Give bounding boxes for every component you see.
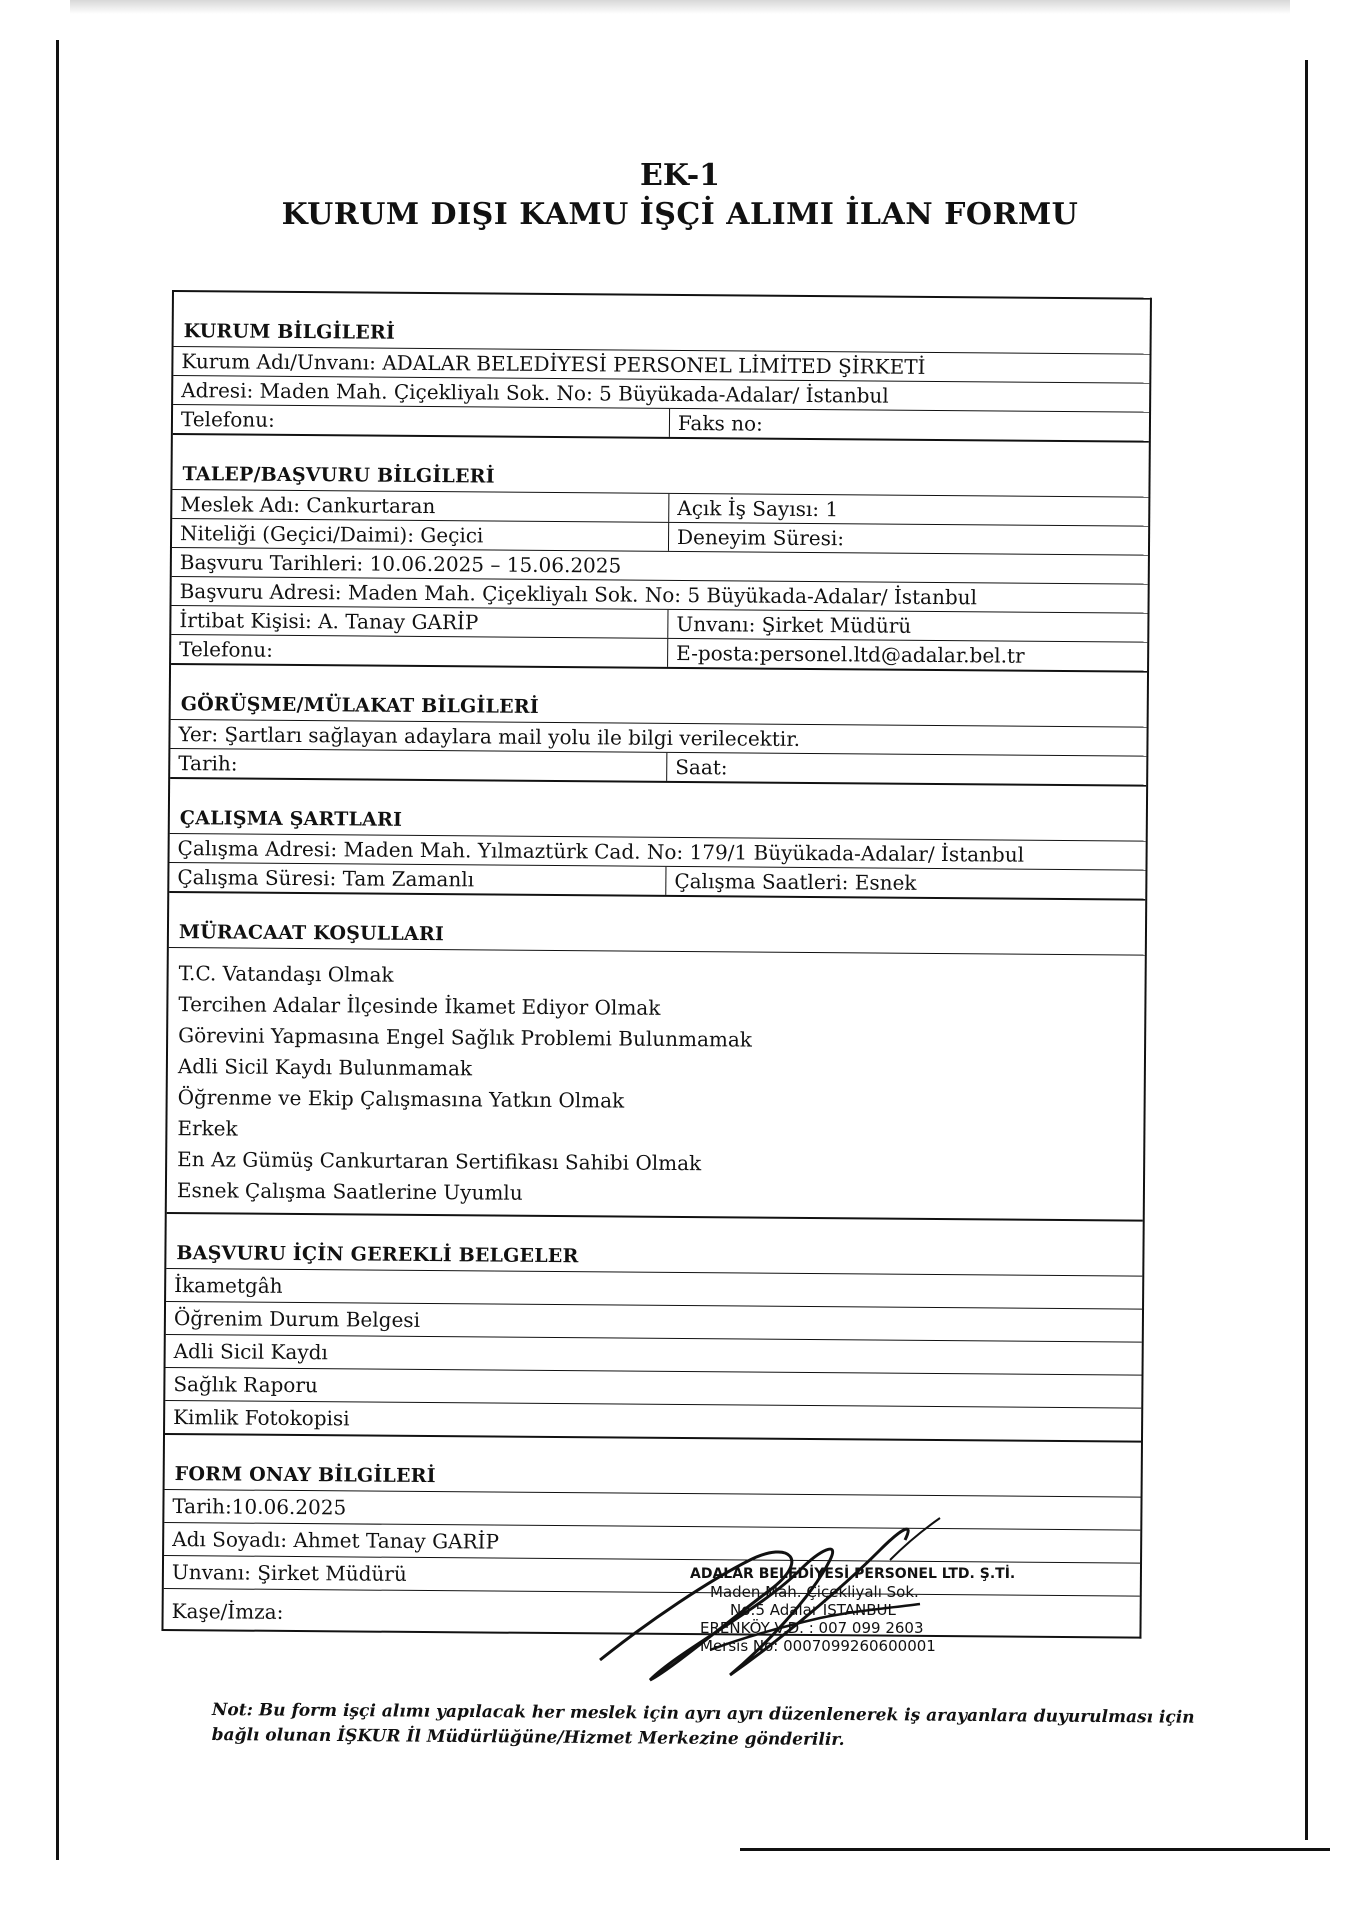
talep-open-jobs: Açık İş Sayısı: 1	[677, 495, 839, 522]
document-item: Adli Sicil Kaydı	[173, 1339, 328, 1365]
talep-title: Unvanı: Şirket Müdürü	[676, 611, 912, 638]
section-title-gorusme: GÖRÜŞME/MÜLAKAT BİLGİLERİ	[171, 663, 1147, 727]
document-title: KURUM DIŞI KAMU İŞÇİ ALIMI İLAN FORMU	[281, 197, 1079, 232]
kurum-phone: Telefonu:	[173, 405, 670, 437]
section-title-talep: TALEP/BAŞVURU BİLGİLERİ	[172, 433, 1148, 497]
document-item: Sağlık Raporu	[173, 1372, 318, 1398]
stamp-line: No:5 Adalar İSTANBUL	[730, 1601, 896, 1619]
document-item: İkametgâh	[174, 1273, 283, 1298]
talep-email: E-posta:personel.ltd@adalar.bel.tr	[676, 640, 1025, 668]
requirement-item: Adli Sicil Kaydı Bulunmamak	[177, 1054, 473, 1081]
requirements-list	[167, 947, 1145, 1220]
handwritten-signature	[560, 1500, 1020, 1700]
gorusme-place: Yer: Şartları sağlayan adaylara mail yolu ile bilgi verilecektir.	[178, 722, 801, 751]
document-item: Kimlik Fotokopisi	[173, 1405, 350, 1431]
onay-title: Unvanı: Şirket Müdürü	[171, 1560, 407, 1586]
talep-contact: İrtibat Kişisi: A. Tanay GARİP	[171, 606, 668, 638]
calisma-address: Çalışma Adresi: Maden Mah. Yılmaztürk Cad. No: 179/1 Büyükada-Adalar/ İstanbul	[177, 836, 1025, 867]
talep-type: Niteliği (Geçici/Daimi): Geçici	[172, 519, 669, 551]
talep-experience: Deneyim Süresi:	[676, 524, 845, 551]
kurum-name: Kurum Adı/Unvanı: ADALAR BELEDİYESİ PERSONEL LİMİTED ŞİRKETİ	[181, 349, 926, 379]
document-item: Öğrenim Durum Belgesi	[173, 1306, 421, 1332]
calisma-duration: Çalışma Süresi: Tam Zamanlı	[169, 863, 666, 895]
note-label: Not:	[211, 1699, 253, 1721]
section-title-kurum: KURUM BİLGİLERİ	[174, 290, 1150, 354]
stamp-line: ERENKÖY V.D. : 007 099 2603	[700, 1619, 924, 1637]
section-title-onay: FORM ONAY BİLGİLERİ	[165, 1433, 1141, 1497]
note-text: Bu form işçi alımı yapılacak her meslek için ayrı ayrı düzenlenerek iş arayanlara duyurulması için bağlı olunan İŞKUR İl Müdürlüğüne/Hizmet Merkezine gönderilir.	[211, 1700, 1195, 1750]
onay-date: Tarih:10.06.2025	[172, 1494, 347, 1520]
stamp-line: ADALAR BELEDİYESİ PERSONEL LTD. Ş.Tİ.	[690, 1566, 1016, 1582]
document-code: EK-1	[639, 158, 721, 193]
kurum-address: Adresi: Maden Mah. Çiçekliyalı Sok. No: 5 Büyükada-Adalar/ İstanbul	[181, 378, 889, 408]
section-title-muracaat: MÜRACAAT KOŞULLARI	[169, 891, 1145, 955]
stamp-line: Maden Mah. Çiçekliyalı Sok.	[710, 1583, 919, 1601]
onay-stamp-label: Kaşe/İmza:	[171, 1599, 284, 1624]
onay-name: Adı Soyadı: Ahmet Tanay GARİP	[172, 1527, 500, 1554]
gorusme-date: Tarih:	[170, 749, 667, 781]
application-form	[161, 290, 1152, 1639]
requirement-item: En Az Gümüş Cankurtaran Sertifikası Sahibi Olmak	[177, 1147, 702, 1176]
footer-note	[212, 1698, 1212, 1756]
requirement-item: Erkek	[177, 1116, 238, 1141]
stamp-line: Mersis No: 0007099260600001	[700, 1637, 936, 1655]
talep-profession: Meslek Adı: Cankurtaran	[172, 490, 669, 522]
calisma-hours: Çalışma Saatleri: Esnek	[674, 868, 917, 895]
requirement-item: Görevini Yapmasına Engel Sağlık Problemi Bulunmamak	[178, 1023, 753, 1052]
talep-phone: Telefonu:	[171, 635, 668, 667]
section-title-calisma: ÇALIŞMA ŞARTLARI	[170, 777, 1146, 841]
section-title-belgeler: BAŞVURU İÇİN GEREKLİ BELGELER	[166, 1212, 1142, 1276]
kurum-fax: Faks no:	[677, 410, 763, 436]
requirement-item: Öğrenme ve Ekip Çalışmasına Yatkın Olmak	[177, 1085, 625, 1113]
talep-address: Başvuru Adresi: Maden Mah. Çiçekliyalı Sok. No: 5 Büyükada-Adalar/ İstanbul	[179, 579, 978, 610]
requirement-item: T.C. Vatandaşı Olmak	[178, 961, 394, 987]
requirement-item: Esnek Çalışma Saatlerine Uyumlu	[176, 1178, 523, 1205]
gorusme-time: Saat:	[675, 754, 728, 780]
talep-dates: Başvuru Tarihleri: 10.06.2025 – 15.06.2025	[179, 550, 622, 578]
requirement-item: Tercihen Adalar İlçesinde İkamet Ediyor Olmak	[178, 992, 661, 1020]
